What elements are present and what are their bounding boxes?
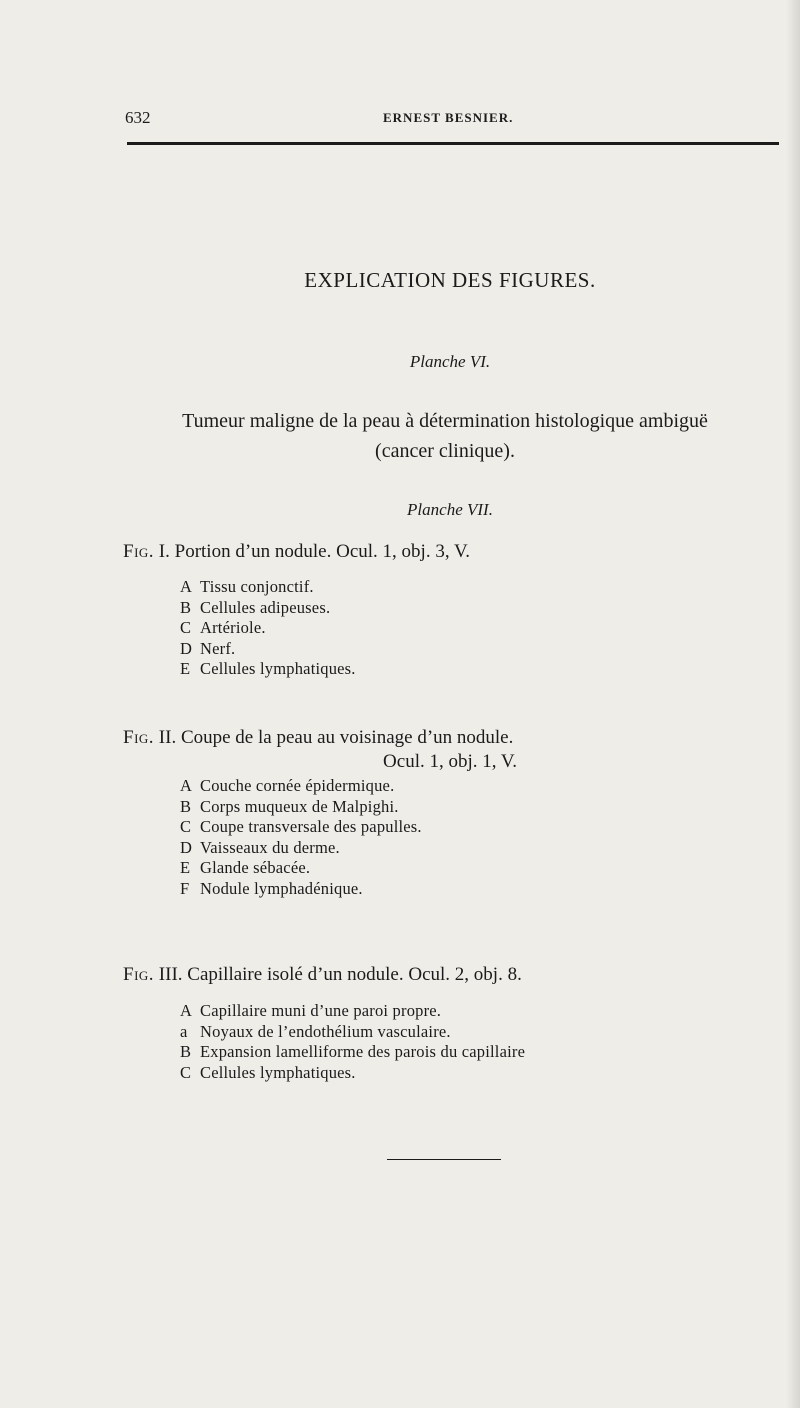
legend-item (180, 797, 422, 818)
plate-vi-description-line-2: (cancer clinique). (375, 440, 515, 462)
legend-text: Cellules adipeuses. (200, 597, 331, 617)
legend-item (180, 618, 356, 639)
page-header (125, 108, 780, 130)
plate-vii-heading: Planche VII. (407, 500, 493, 519)
legend-item (180, 659, 356, 680)
legend-item (180, 1001, 525, 1022)
legend-text: Nodule lymphadénique. (200, 878, 363, 898)
figure-abbreviation: Fig. (123, 964, 155, 985)
page-edge-shadow (786, 0, 800, 1408)
legend-item (180, 1022, 525, 1043)
figure-3-legend (180, 1001, 525, 1083)
legend-key: B (180, 597, 192, 617)
legend-item (180, 577, 356, 598)
figure-caption-text: I. Portion d’un nodule. Ocul. 1, obj. 3, V. (158, 541, 471, 562)
legend-key: A (180, 577, 193, 596)
legend-text: Coupe transversale des papulles. (200, 817, 422, 837)
legend-item (180, 858, 422, 879)
header-rule (127, 142, 779, 145)
legend-text: Corps muqueux de Malpighi. (200, 796, 399, 816)
legend-item (180, 879, 422, 900)
plate-vi-description-line-1: Tumeur maligne de la peau à détermination histologique ambiguë (182, 410, 708, 432)
legend-text: Expansion lamelliforme des parois du capillaire (200, 1042, 526, 1062)
figure-2-caption (123, 727, 513, 749)
legend-item (180, 1063, 525, 1084)
figure-caption-text: III. Capillaire isolé d’un nodule. Ocul. 2, obj. 8. (158, 964, 522, 985)
legend-text: Nerf. (200, 638, 236, 658)
legend-text: Vaisseaux du derme. (200, 837, 340, 857)
legend-key: D (180, 638, 193, 658)
legend-text: Capillaire muni d’une paroi propre. (200, 1001, 442, 1020)
running-head: ERNEST BESNIER. (383, 110, 514, 125)
legend-key: F (180, 878, 190, 898)
figure-3-caption (123, 964, 522, 986)
legend-text: Glande sébacée. (200, 858, 311, 878)
plate-vi-description (145, 406, 745, 466)
figure-1-legend (180, 577, 356, 680)
legend-text: Cellules lymphatiques. (200, 659, 356, 679)
figure-1-caption (123, 541, 470, 563)
figure-caption-text: II. Coupe de la peau au voisinage d’un nodule. (158, 727, 514, 748)
legend-item (180, 817, 422, 838)
plate-vi-heading: Planche VI. (409, 352, 491, 371)
legend-text: Artériole. (200, 618, 266, 638)
figure-abbreviation: Fig. (123, 727, 155, 748)
legend-key: a (180, 1021, 188, 1041)
legend-key: C (180, 1062, 192, 1082)
legend-key: E (180, 858, 191, 878)
figure-2-legend (180, 776, 422, 900)
legend-item (180, 639, 356, 660)
legend-item (180, 598, 356, 619)
legend-key: B (180, 796, 192, 816)
legend-key: B (180, 1042, 192, 1062)
legend-text: Tissu conjonctif. (200, 577, 314, 596)
legend-item (180, 776, 422, 797)
figure-abbreviation: Fig. (123, 541, 155, 562)
legend-item (180, 1042, 525, 1063)
legend-key: A (180, 1001, 193, 1020)
legend-key: E (180, 659, 191, 679)
legend-text: Cellules lymphatiques. (200, 1062, 356, 1082)
page-number: 632 (125, 108, 151, 127)
legend-key: C (180, 817, 192, 837)
legend-key: D (180, 837, 193, 857)
legend-text: Couche cornée épidermique. (200, 776, 395, 795)
legend-key: A (180, 776, 193, 795)
figure-2-caption-continuation: Ocul. 1, obj. 1, V. (383, 751, 517, 772)
legend-item (180, 838, 422, 859)
end-rule (387, 1159, 501, 1160)
legend-text: Noyaux de l’endothélium vasculaire. (200, 1021, 451, 1041)
section-title: EXPLICATION DES FIGURES. (304, 268, 596, 292)
legend-key: C (180, 618, 192, 638)
